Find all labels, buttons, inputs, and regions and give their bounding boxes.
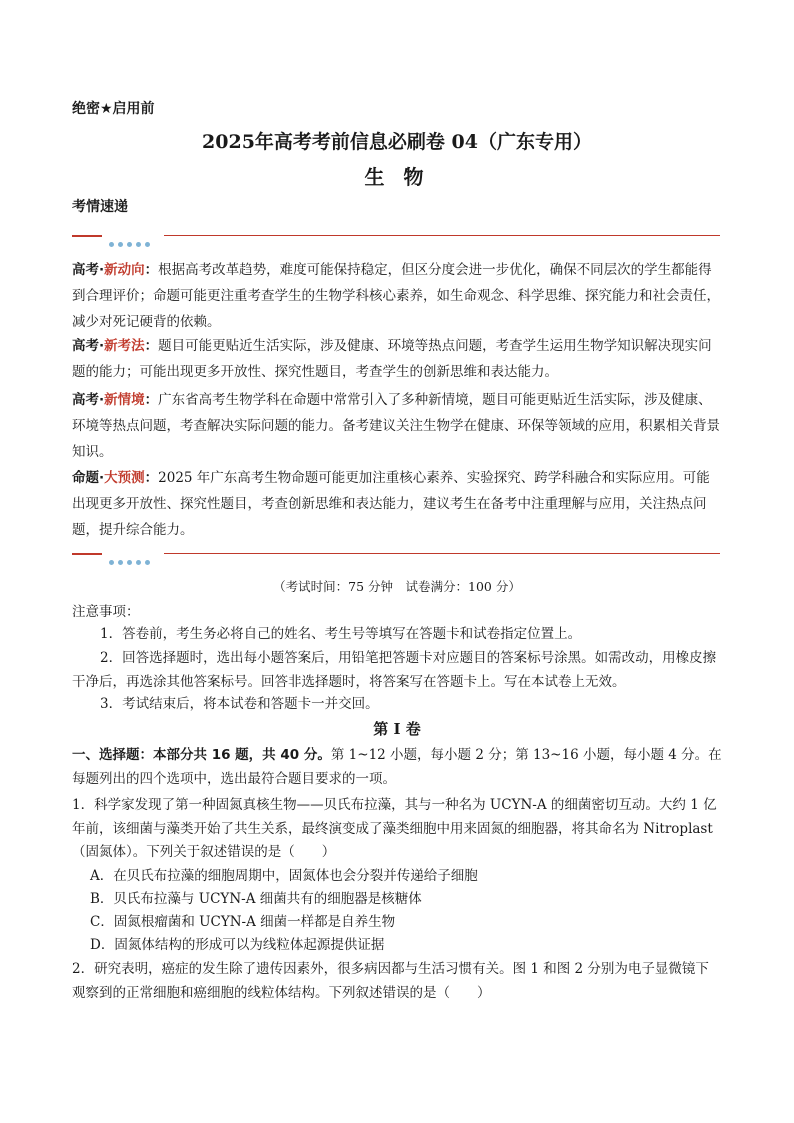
info-text: 根据高考改革趋势，难度可能保持稳定，但区分度会进一步优化，确保不同层次的学生都能得到合理评价；命题可能更注重考查学生的生物学科核心素养，如生命观念、科学思维、探究能力和社会责任，减少对死记硬背的依赖。 [72,262,720,330]
section-instructions [72,744,722,791]
exam-time-info: （考试时间：75 分钟 试卷满分：100 分） [273,579,521,594]
question-1-option-c: C．固氮根瘤菌和 UCYN-A 细菌一样都是自养生物 [90,914,396,930]
info-tag-highlight: 新考法 [104,338,145,354]
info-prediction: 命题·大预测：2025 年广东高考生物命题可能更加注重核心素养、实验探究、跨学科融合和实际应用。可能出现更多开放性、探究性题目，考查创新思维和表达能力，建议考生在备考中注重理解与应用，关注热点问题，提升综合能力。 [72,470,710,538]
question-1-stem: 1．科学家发现了第一种固氮真核生物——贝氏布拉藻，其与一种名为 UCYN-A 的细菌密切互动。大约 1 亿年前，该细菌与藻类开始了共生关系，最终演变成了藻类细胞中用来固氮的细胞器，将其命名为 Nitroplast（固氮体）。下列关于叙述错误的是（ ） [72,797,717,860]
info-tag-highlight: 新情境 [104,392,145,408]
question-2-stem: 2．研究表明，癌症的发生除了遗传因素外，很多病因都与生活习惯有关。图 1 和图 2 分别为电子显微镜下观察到的正常细胞和癌细胞的线粒体结构。下列叙述错误的是（ ） [72,961,709,1001]
section-label: 考情速递 [72,199,128,215]
info-tag-prefix: 高考· [72,338,105,354]
subject-title: 生 物 [364,165,430,189]
info-tag-prefix: 命题· [72,470,105,486]
volume-title: 第 I 卷 [373,720,421,738]
confidential-label: 绝密★启用前 [72,101,155,117]
note-item: 2．回答选择题时，选出每小题答案后，用铅笔把答题卡对应题目的答案标号涂黑。如需改动，用橡皮擦干净后，再选涂其他答案标号。回答非选择题时，将答案写在答题卡上。写在本试卷上无效。 [72,650,717,690]
question-1-option-d: D．固氮体结构的形成可以为线粒体起源提供证据 [90,937,385,953]
info-tag-highlight: 大预测 [104,470,145,486]
decorative-divider-bottom [72,550,720,558]
info-text: 广东省高考生物学科在命题中常常引入了多种新情境，题目可能更贴近生活实际，涉及健康、环境等热点问题，考查解决实际问题的能力。备考建议关注生物学在健康、环保等领域的应用，积累相关背景知识。 [72,392,720,460]
section-lead: 一、选择题：本部分共 16 题，共 40 分。 [72,747,331,763]
info-text: 2025 年广东高考生物命题可能更加注重核心素养、实验探究、跨学科融合和实际应用。可能出现更多开放性、探究性题目，考查创新思维和表达能力，建议考生在备考中注重理解与应用，关注热点问题，提升综合能力。 [72,470,710,538]
info-context: 高考·新情境：广东省高考生物学科在命题中常常引入了多种新情境，题目可能更贴近生活实际，涉及健康、环境等热点问题，考查解决实际问题的能力。备考建议关注生物学在健康、环保等领域的应用，积累相关背景知识。 [72,392,720,460]
info-trend: 高考·新动向：根据高考改革趋势，难度可能保持稳定，但区分度会进一步优化，确保不同层次的学生都能得到合理评价；命题可能更注重考查学生的生物学科核心素养，如生命观念、科学思维、探究能力和社会责任，减少对死记硬背的依赖。 [72,262,720,330]
page-title: 2025年高考考前信息必刷卷 04（广东专用） [202,131,592,153]
question-1-option-a: A．在贝氏布拉藻的细胞周期中，固氮体也会分裂并传递给子细胞 [90,868,478,884]
notes-title: 注意事项： [72,604,140,620]
section-rule: 第 1~12 小题，每小题 2 分；第 13~16 小题，每小题 4 分。在每题列出的四个选项中，选出最符合题目要求的一项。 [72,747,722,787]
info-text: 题目可能更贴近生活实际，涉及健康、环境等热点问题，考查学生运用生物学知识解决现实问题的能力；可能出现更多开放性、探究性题目，考查学生的创新思维和表达能力。 [72,338,712,380]
info-tag-prefix: 高考· [72,392,105,408]
note-item: 1．答卷前，考生务必将自己的姓名、考生号等填写在答题卡和试卷指定位置上。 [100,626,582,642]
question-1-option-b: B．贝氏布拉藻与 UCYN-A 细菌共有的细胞器是核糖体 [90,891,422,907]
decorative-divider-top [72,232,720,240]
info-tag-prefix: 高考· [72,262,105,278]
note-item: 3．考试结束后，将本试卷和答题卡一并交回。 [100,696,379,712]
info-method: 高考·新考法：题目可能更贴近生活实际，涉及健康、环境等热点问题，考查学生运用生物学知识解决现实问题的能力；可能出现更多开放性、探究性题目，考查学生的创新思维和表达能力。 [72,338,712,380]
info-tag-highlight: 新动向 [104,262,145,278]
